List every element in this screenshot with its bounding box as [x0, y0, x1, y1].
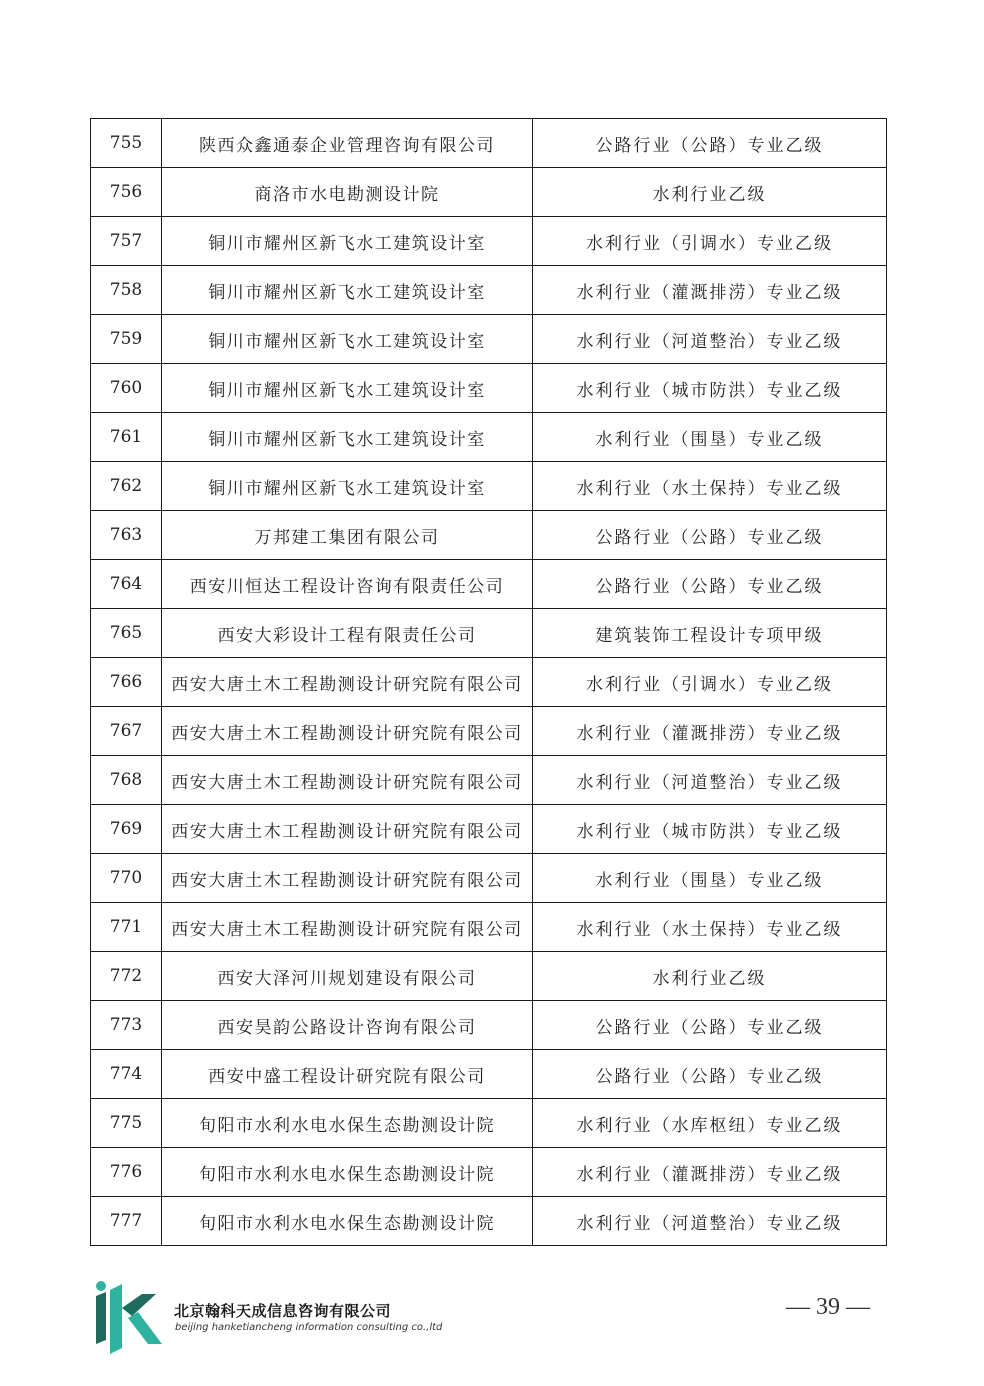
company-name-cell: 西安川恒达工程设计咨询有限责任公司	[162, 560, 533, 609]
qualification-cell: 水利行业乙级	[533, 168, 887, 217]
qualification-cell: 水利行业（城市防洪）专业乙级	[533, 364, 887, 413]
company-name-cell: 西安大泽河川规划建设有限公司	[162, 952, 533, 1001]
table-row	[91, 707, 887, 756]
company-name-cell: 商洛市水电勘测设计院	[162, 168, 533, 217]
row-number: 758	[91, 266, 162, 315]
qualification-cell: 水利行业（河道整治）专业乙级	[533, 315, 887, 364]
qualification-cell: 公路行业（公路）专业乙级	[533, 511, 887, 560]
company-name-cell: 铜川市耀州区新飞水工建筑设计室	[162, 364, 533, 413]
row-number: 759	[91, 315, 162, 364]
company-name-cell: 陕西众鑫通泰企业管理咨询有限公司	[162, 119, 533, 168]
row-number: 768	[91, 756, 162, 805]
row-number: 755	[91, 119, 162, 168]
table-row	[91, 658, 887, 707]
row-number: 767	[91, 707, 162, 756]
row-number: 769	[91, 805, 162, 854]
company-name-cell: 铜川市耀州区新飞水工建筑设计室	[162, 413, 533, 462]
row-number: 760	[91, 364, 162, 413]
hk-logo-icon	[92, 1278, 164, 1354]
company-name-cell: 西安大唐土木工程勘测设计研究院有限公司	[162, 658, 533, 707]
row-number: 757	[91, 217, 162, 266]
table-row	[91, 1099, 887, 1148]
row-number: 763	[91, 511, 162, 560]
qualification-cell: 水利行业（灌溉排涝）专业乙级	[533, 1148, 887, 1197]
qualification-cell: 水利行业（围垦）专业乙级	[533, 854, 887, 903]
row-number: 762	[91, 462, 162, 511]
table-row	[91, 805, 887, 854]
company-name-cell: 西安大彩设计工程有限责任公司	[162, 609, 533, 658]
table-row	[91, 1050, 887, 1099]
table-row	[91, 756, 887, 805]
company-name-cell: 铜川市耀州区新飞水工建筑设计室	[162, 462, 533, 511]
company-name-english: beijing hanketiancheng information consulting co.,ltd	[175, 1322, 443, 1333]
qualification-cell: 水利行业乙级	[533, 952, 887, 1001]
row-number: 773	[91, 1001, 162, 1050]
qualification-cell: 水利行业（城市防洪）专业乙级	[533, 805, 887, 854]
company-name-cell: 铜川市耀州区新飞水工建筑设计室	[162, 266, 533, 315]
table-row	[91, 119, 887, 168]
company-name-cell: 西安大唐土木工程勘测设计研究院有限公司	[162, 805, 533, 854]
company-name-cell: 旬阳市水利水电水保生态勘测设计院	[162, 1197, 533, 1246]
qualification-cell: 水利行业（引调水）专业乙级	[533, 217, 887, 266]
qualification-cell: 水利行业（河道整治）专业乙级	[533, 756, 887, 805]
qualification-cell: 公路行业（公路）专业乙级	[533, 119, 887, 168]
table-row	[91, 952, 887, 1001]
qualification-cell: 水利行业（水土保持）专业乙级	[533, 462, 887, 511]
row-number: 761	[91, 413, 162, 462]
company-name-cell: 西安大唐土木工程勘测设计研究院有限公司	[162, 756, 533, 805]
company-name-cell: 西安中盛工程设计研究院有限公司	[162, 1050, 533, 1099]
company-name: 北京翰科天成信息咨询有限公司	[174, 1302, 392, 1320]
qualification-cell: 水利行业（围垦）专业乙级	[533, 413, 887, 462]
row-number: 775	[91, 1099, 162, 1148]
row-number: 766	[91, 658, 162, 707]
table-row	[91, 315, 887, 364]
table-row	[91, 462, 887, 511]
row-number: 776	[91, 1148, 162, 1197]
row-number: 772	[91, 952, 162, 1001]
company-name-cell: 西安大唐土木工程勘测设计研究院有限公司	[162, 707, 533, 756]
row-number: 756	[91, 168, 162, 217]
company-name-cell: 铜川市耀州区新飞水工建筑设计室	[162, 217, 533, 266]
table-row	[91, 413, 887, 462]
row-number: 764	[91, 560, 162, 609]
page-number: — 39 —	[786, 1294, 870, 1320]
qualification-table	[90, 118, 887, 1246]
qualification-cell: 水利行业（水库枢纽）专业乙级	[533, 1099, 887, 1148]
company-name-cell: 西安昊韵公路设计咨询有限公司	[162, 1001, 533, 1050]
qualification-cell: 水利行业（灌溉排涝）专业乙级	[533, 707, 887, 756]
qualification-cell: 公路行业（公路）专业乙级	[533, 1050, 887, 1099]
company-name-cell: 万邦建工集团有限公司	[162, 511, 533, 560]
table-row	[91, 217, 887, 266]
company-name-cell: 铜川市耀州区新飞水工建筑设计室	[162, 315, 533, 364]
table-row	[91, 560, 887, 609]
qualification-cell: 水利行业（引调水）专业乙级	[533, 658, 887, 707]
table-row	[91, 266, 887, 315]
row-number: 774	[91, 1050, 162, 1099]
qualification-cell: 公路行业（公路）专业乙级	[533, 1001, 887, 1050]
company-name-cell: 旬阳市水利水电水保生态勘测设计院	[162, 1148, 533, 1197]
row-number: 770	[91, 854, 162, 903]
table-row	[91, 168, 887, 217]
qualification-cell: 水利行业（水土保持）专业乙级	[533, 903, 887, 952]
row-number: 771	[91, 903, 162, 952]
qualification-cell: 水利行业（灌溉排涝）专业乙级	[533, 266, 887, 315]
row-number: 765	[91, 609, 162, 658]
table-body	[91, 119, 887, 1246]
page-footer	[0, 1270, 984, 1360]
company-name-cell: 西安大唐土木工程勘测设计研究院有限公司	[162, 903, 533, 952]
table-row	[91, 511, 887, 560]
company-name-cell: 西安大唐土木工程勘测设计研究院有限公司	[162, 854, 533, 903]
qualification-cell: 水利行业（河道整治）专业乙级	[533, 1197, 887, 1246]
qualification-cell: 公路行业（公路）专业乙级	[533, 560, 887, 609]
table-row	[91, 903, 887, 952]
company-name-cell: 旬阳市水利水电水保生态勘测设计院	[162, 1099, 533, 1148]
table-row	[91, 364, 887, 413]
table-row	[91, 854, 887, 903]
qualification-cell: 建筑装饰工程设计专项甲级	[533, 609, 887, 658]
table-row	[91, 1197, 887, 1246]
row-number: 777	[91, 1197, 162, 1246]
table-row	[91, 1148, 887, 1197]
table-row	[91, 609, 887, 658]
table-row	[91, 1001, 887, 1050]
